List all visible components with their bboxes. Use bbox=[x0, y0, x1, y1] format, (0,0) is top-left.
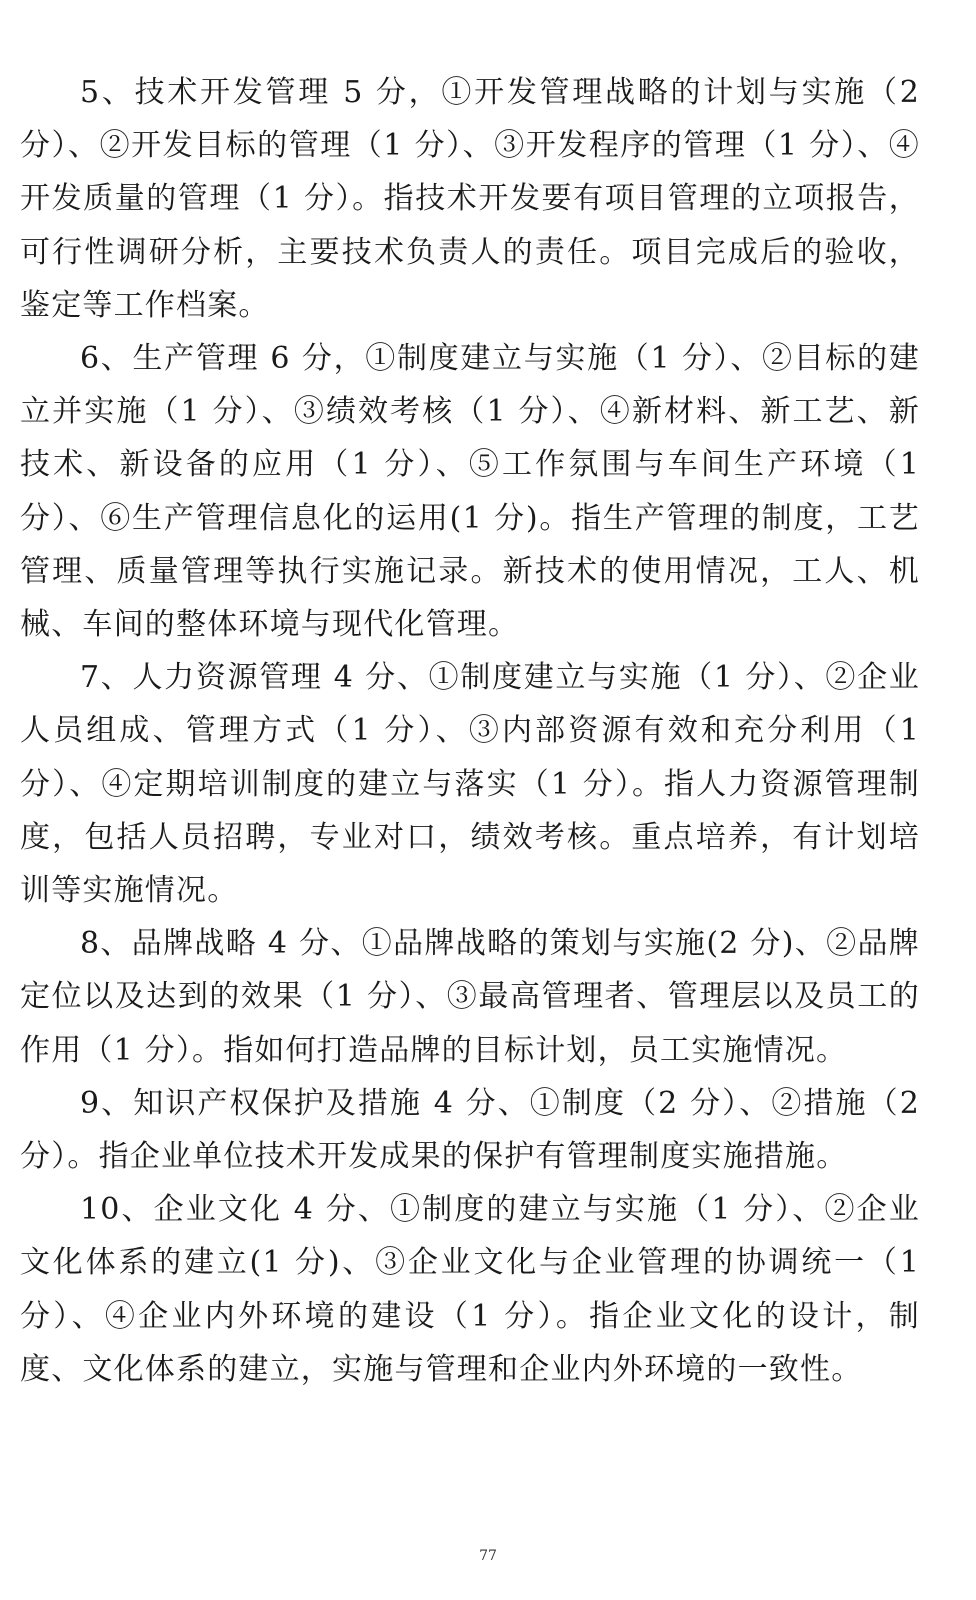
paragraph-production-management: 6、生产管理 6 分，①制度建立与实施（1 分）、②目标的建立并实施（1 分）、③绩效考核（1 分）、④新材料、新工艺、新技术、新设备的应用（1 分）、⑤工作氛围与车间生产环境（1 分）、⑥生产管理信息化的运用(1 分)。指生产管理的制度，工艺管理、质量管理等执行实施记录。新技术的使用情况，工人、机械、车间的整体环境与现代化管理。 bbox=[20, 341, 920, 643]
paragraph-intellectual-property: 9、知识产权保护及措施 4 分、①制度（2 分）、②措施（2 分）。指企业单位技术开发成果的保护有管理制度实施措施。 bbox=[20, 1085, 920, 1175]
paragraph-human-resources: 7、人力资源管理 4 分、①制度建立与实施（1 分）、②企业人员组成、管理方式（1 分）、③内部资源有效和充分利用（1 分）、④定期培训制度的建立与落实（1 分）。指人力资源管理制度，包括人员招聘，专业对口，绩效考核。重点培养，有计划培训等实施情况。 bbox=[20, 660, 920, 909]
paragraph-corporate-culture: 10、企业文化 4 分、①制度的建立与实施（1 分）、②企业文化体系的建立(1 分)、③企业文化与企业管理的协调统一（1 分）、④企业内外环境的建设（1 分）。指企业文化的设计，制度、文化体系的建立，实施与管理和企业内外环境的一致性。 bbox=[20, 1192, 920, 1387]
document-body bbox=[20, 66, 920, 1396]
paragraph-technology-development: 5、技术开发管理 5 分，①开发管理战略的计划与实施（2 分）、②开发目标的管理（1 分）、③开发程序的管理（1 分）、④开发质量的管理（1 分）。指技术开发要有项目管理的立项报告，可行性调研分析，主要技术负责人的责任。项目完成后的验收，鉴定等工作档案。 bbox=[20, 75, 920, 323]
page-number: 77 bbox=[479, 1548, 497, 1564]
paragraph-brand-strategy: 8、品牌战略 4 分、①品牌战略的策划与实施(2 分)、②品牌定位以及达到的效果（1 分）、③最高管理者、管理层以及员工的作用（1 分）。指如何打造品牌的目标计划，员工实施情况。 bbox=[20, 926, 920, 1068]
